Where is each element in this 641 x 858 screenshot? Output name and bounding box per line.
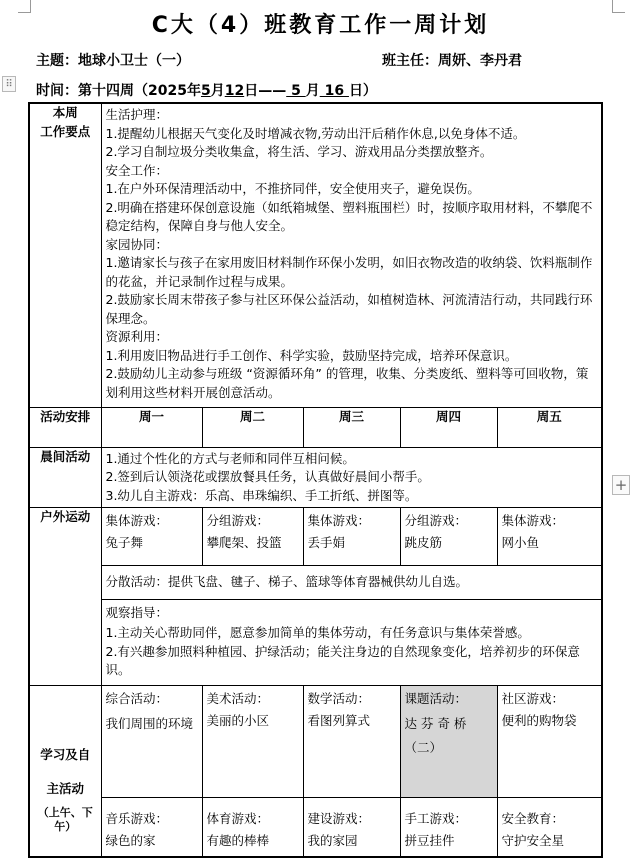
learning-activity-name: 守护安全星 (501, 832, 565, 848)
key-points-label (29, 103, 101, 407)
learning-activity-type: 音乐游戏： (105, 810, 169, 826)
time-label: 时间： (36, 83, 78, 99)
add-row-icon[interactable]: + (612, 475, 630, 495)
key-points-label-line-1: 本周 (52, 105, 78, 120)
end-day: 16 (319, 83, 349, 99)
teacher-line (382, 50, 522, 70)
outdoor-game-cell (101, 507, 202, 565)
outdoor-group-row (29, 507, 602, 565)
learning-activity-type: 课题活动： (404, 690, 468, 706)
theme-label: 主题： (36, 53, 78, 69)
learning-activity-type: 安全教育： (501, 810, 565, 826)
key-points-content (101, 103, 602, 407)
learning-label-line-1: 学习及自 (40, 746, 91, 762)
learning-row-1 (29, 685, 602, 797)
key-point-line: 2.学习自制垃圾分类收集盒，将生活、学习、游戏用品分类摆放整齐。 (105, 144, 493, 159)
learning-activity-cell (101, 685, 202, 797)
start-day: 12 (224, 83, 245, 99)
theme-value: 地球小卫士（一） (78, 53, 190, 69)
outdoor-game-name: 网小鱼 (501, 534, 540, 550)
learning-activity-name: 我们周围的环境 (105, 715, 194, 731)
day-monday: 周一 (101, 407, 202, 447)
outdoor-game-name: 跳皮筋 (404, 534, 443, 550)
learning-activity-name: 达 芬 奇 桥（二） (404, 715, 467, 755)
table-move-handle-icon[interactable]: ⠿ (2, 76, 16, 92)
time-suffix: 日） (348, 83, 377, 99)
learning-activity-cell (303, 797, 400, 857)
key-point-line: 1.利用废旧物品进行手工创作、科学实验，鼓励坚持完成，培养环保意识。 (105, 347, 518, 363)
outdoor-guidance-content (101, 599, 602, 685)
learning-activity-type: 体育游戏： (206, 810, 270, 826)
morning-row (29, 447, 602, 507)
end-month: 5 (286, 83, 306, 99)
outdoor-game-name: 兔子舞 (105, 534, 144, 550)
key-point-line: 1.邀请家长与孩子在家用废旧材料制作环保小发明，如旧衣物改造的收纳袋、饮料瓶制作的花盆，并记录制作过程与成果。 (105, 255, 593, 289)
outdoor-game-cell (497, 507, 602, 565)
outdoor-scattered-row (29, 565, 602, 599)
outdoor-game-name: 攀爬架、投篮 (206, 534, 282, 550)
guidance-line: 1.主动关心帮助同伴，愿意参加简单的集体劳动，有任务意识与集体荣誉感。 (105, 625, 530, 640)
key-point-line: 家园协同： (105, 236, 169, 252)
key-point-line: 2.明确在搭建环保创意设施（如纸箱城堡、塑料瓶围栏）时，按顺序取用材料，不攀爬不稳定结构，保障自身与他人安全。 (105, 199, 593, 233)
teacher-label: 班主任： (382, 53, 438, 69)
key-point-line: 1.在户外环保清理活动中，不推挤同伴，安全使用夹子，避免误伤。 (105, 181, 480, 196)
learning-activity-cell (303, 685, 400, 797)
learning-activity-type: 建设游戏： (307, 810, 371, 826)
teacher-value: 周妍、李丹君 (438, 53, 522, 69)
key-point-line: 安全工作： (105, 162, 169, 178)
day-wednesday: 周三 (303, 407, 400, 447)
learning-label (29, 685, 101, 857)
theme-line (36, 50, 190, 70)
learning-activity-cell (202, 797, 303, 857)
time-line (36, 80, 377, 100)
morning-label: 晨间活动 (29, 447, 101, 507)
scattered-activity: 分散活动：提供飞盘、毽子、梯子、篮球等体育器械供幼儿自选。 (105, 573, 469, 589)
learning-activity-cell (101, 797, 202, 857)
key-point-line: 2.鼓励家长周末带孩子参与社区环保公益活动，如植树造林、河流清洁行动，共同践行环保理念。 (105, 292, 593, 326)
learning-activity-name: 我的家园 (307, 832, 358, 848)
month-char-2: 月 (305, 83, 320, 99)
learning-activity-name: 拼豆挂件 (404, 832, 455, 848)
outdoor-game-type: 集体游戏： (307, 512, 371, 528)
schedule-label: 活动安排 (29, 407, 101, 447)
key-point-line: 资源利用： (105, 329, 169, 344)
key-point-line: 生活护理： (105, 107, 169, 122)
morning-line: 1.通过个性化的方式与老师和同伴互相问候。 (105, 450, 355, 466)
key-point-line: 2.鼓励幼儿主动参与班级 “资源循环角” 的管理，收集、分类废纸、塑料等可回收物，策划利用这些材料开展创意活动。 (105, 366, 589, 400)
learning-activity-type: 社区游戏： (501, 690, 565, 706)
learning-activity-type: 数学活动： (307, 690, 371, 706)
learning-activity-name: 有趣的棒棒 (206, 832, 270, 848)
key-point-line: 1.提醒幼儿根据天气变化及时增减衣物,劳动出汗后稍作休息,以免身体不适。 (105, 125, 526, 141)
outdoor-game-cell (400, 507, 497, 565)
page-title: C大（4）班教育工作一周计划 (151, 13, 490, 38)
learning-activity-cell (202, 685, 303, 797)
outdoor-scattered-content (101, 565, 602, 599)
outdoor-guidance-row (29, 599, 602, 685)
weekly-plan-table (28, 102, 603, 858)
day-friday: 周五 (497, 407, 602, 447)
learning-activity-type: 综合活动： (105, 690, 169, 706)
outdoor-label: 户外运动 (29, 507, 101, 685)
outdoor-game-type: 分组游戏： (404, 512, 468, 528)
learning-activity-cell (497, 685, 602, 797)
day-separator: 日—— (244, 83, 287, 99)
morning-line: 2.签到后认领浇花或摆放餐具任务，认真做好晨间小帮手。 (105, 469, 430, 484)
morning-line: 3.幼儿自主游戏：乐高、串珠编织、手工折纸、拼图等。 (105, 487, 418, 503)
day-thursday: 周四 (400, 407, 497, 447)
learning-label-sub: （上午、下午） (37, 805, 93, 833)
outdoor-game-type: 集体游戏： (105, 512, 169, 528)
learning-activity-name: 绿色的家 (105, 832, 156, 848)
outdoor-game-type: 分组游戏： (206, 512, 270, 528)
morning-content (101, 447, 602, 507)
outdoor-game-cell (202, 507, 303, 565)
outdoor-game-type: 集体游戏： (501, 512, 565, 528)
learning-activity-cell-highlighted (400, 685, 497, 797)
learning-activity-cell (400, 797, 497, 857)
learning-activity-type: 手工游戏： (404, 810, 468, 826)
guidance-line: 2.有兴趣参加照料种植园、护绿活动；能关注身边的自然现象变化，培养初步的环保意识。 (105, 643, 580, 677)
learning-activity-name: 看图列算式 (307, 712, 371, 728)
outdoor-game-cell (303, 507, 400, 565)
learning-row-2 (29, 797, 602, 857)
month-char-1: 月 (210, 83, 225, 99)
learning-activity-name: 便利的购物袋 (501, 712, 577, 728)
learning-activity-cell (497, 797, 602, 857)
start-month: 5 (200, 83, 211, 99)
learning-activity-name: 美丽的小区 (206, 712, 270, 728)
guidance-title: 观察指导： (105, 604, 169, 620)
key-points-row (29, 103, 602, 407)
time-prefix: 第十四周（2025年 (78, 83, 201, 99)
learning-activity-type: 美术活动： (206, 690, 270, 706)
learning-label-line-2: 主活动 (46, 780, 84, 796)
day-tuesday: 周二 (202, 407, 303, 447)
key-points-label-line-2: 工作要点 (40, 123, 91, 139)
schedule-header-row (29, 407, 602, 447)
outdoor-game-name: 丢手娟 (307, 534, 346, 550)
